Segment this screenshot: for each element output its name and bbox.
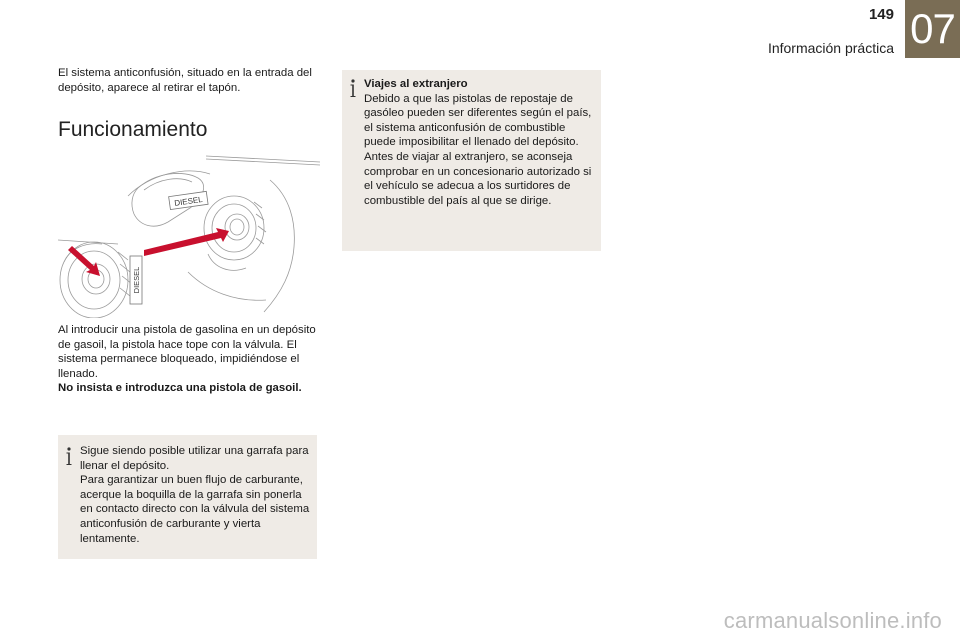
info-box-1-line2: Para garantizar un buen flujo de carburante, acerque la boquilla de la garrafa sin ponerla en contacto directo con la válvula del sistema anticonfusión de carburante y vierta lentamente. bbox=[80, 474, 310, 545]
body-warning: No insista e introduzca una pistola de gasoil. bbox=[58, 382, 302, 395]
info-box-travel bbox=[342, 70, 601, 251]
info-box-1-line1: Sigue siendo posible utilizar una garrafa para llenar el depósito. bbox=[80, 445, 309, 472]
info-icon bbox=[348, 79, 358, 99]
fuel-filler-drawing bbox=[58, 152, 320, 318]
intro-paragraph: El sistema anticonfusión, situado en la entrada del depósito, aparece al retirar el tapón. bbox=[58, 67, 312, 94]
info-box-2-title: Viajes al extranjero bbox=[364, 78, 468, 90]
body-text bbox=[58, 323, 320, 396]
info-icon bbox=[64, 447, 74, 467]
section-title: Información práctica bbox=[767, 40, 894, 56]
info-box-canister bbox=[58, 435, 317, 559]
info-box-2-line2: Antes de viajar al extranjero, se aconseja comprobar en un concesionario autorizado si el vehículo se adecua a los surtidores de combustible del país al que se dirige. bbox=[364, 150, 592, 207]
info-box-2-text bbox=[364, 77, 598, 208]
fuel-filler-illustration bbox=[58, 152, 320, 318]
body-paragraph: Al introducir una pistola de gasolina en un depósito de gasoil, la pistola hace tope con la válvula. El sistema permanece bloqueado, impidiéndose el llenado. bbox=[58, 324, 316, 380]
page-number: 149 bbox=[868, 6, 894, 23]
diesel-label-top: DIESEL bbox=[173, 194, 204, 208]
watermark: carmanualsonline.info bbox=[723, 608, 942, 633]
info-box-2-line1: Debido a que las pistolas de repostaje de gasóleo pueden ser diferentes según el país, el sistema anticonfusión de combustible puede imposibilitar el llenado del depósito. bbox=[364, 92, 592, 149]
diesel-label-side: DIESEL bbox=[132, 266, 141, 294]
info-box-1-text bbox=[80, 444, 310, 546]
chapter-tab: 07 bbox=[905, 0, 960, 58]
section-heading: Funcionamiento bbox=[58, 118, 208, 141]
